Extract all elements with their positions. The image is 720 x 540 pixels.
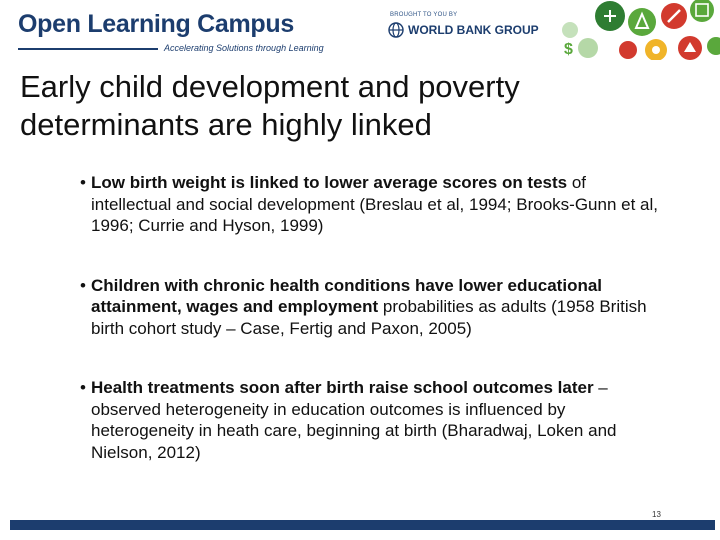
world-bank-logo [388, 22, 539, 38]
brand-tagline: Accelerating Solutions through Learning [164, 43, 324, 53]
bullet-bold-3: Health treatments soon after birth raise school outcomes later [91, 378, 594, 397]
globe-icon [388, 22, 404, 38]
bullet-bold-2: Children with chronic health conditions have lower educational attainment, wages and employment [91, 275, 603, 316]
world-bank-name: WORLD BANK GROUP [408, 23, 539, 37]
bullet-dot: • [80, 173, 86, 192]
bullet-text-2 [91, 275, 660, 340]
brought-by-label: BROUGHT TO YOU BY [390, 12, 458, 18]
slide-title [20, 68, 710, 144]
bullet-dot: • [80, 378, 86, 397]
bullet-bold-1: Low birth weight is linked to lower average scores on tests [91, 173, 568, 192]
header [0, 0, 720, 62]
bullet-list [80, 172, 660, 501]
bullet-item-3 [80, 377, 660, 463]
bullet-rest-2: probabilities as adults (1958 British birth cohort study – Case, Fertig and Paxon, 2005) [91, 297, 647, 338]
bullet-rest-3: – observed heterogeneity in education outcomes is influenced by heterogeneity in heath care, beginning at birth (Bharadwaj, Loken and Nielson, 2012) [91, 378, 617, 462]
slide-title-line-1: Early child development and poverty [20, 69, 520, 104]
bullet-text-1 [91, 172, 660, 237]
bullet-text-3 [91, 377, 660, 463]
svg-text:$: $ [564, 41, 573, 58]
decorative-icon-cluster [552, 0, 720, 60]
brand-title: Open Learning Campus [18, 10, 294, 38]
footer-bar [10, 520, 715, 530]
slide-title-line-2: determinants are highly linked [20, 107, 432, 142]
page-number: 13 [652, 510, 661, 519]
brand-underline [18, 48, 158, 50]
bullet-item-1 [80, 172, 660, 237]
bullet-dot: • [80, 275, 86, 295]
bullet-rest-1: of intellectual and social development (Breslau et al, 1994; Brooks-Gunn et al, 1996; Currie and Hyson, 1999) [91, 173, 658, 235]
bullet-item-2 [80, 275, 660, 340]
